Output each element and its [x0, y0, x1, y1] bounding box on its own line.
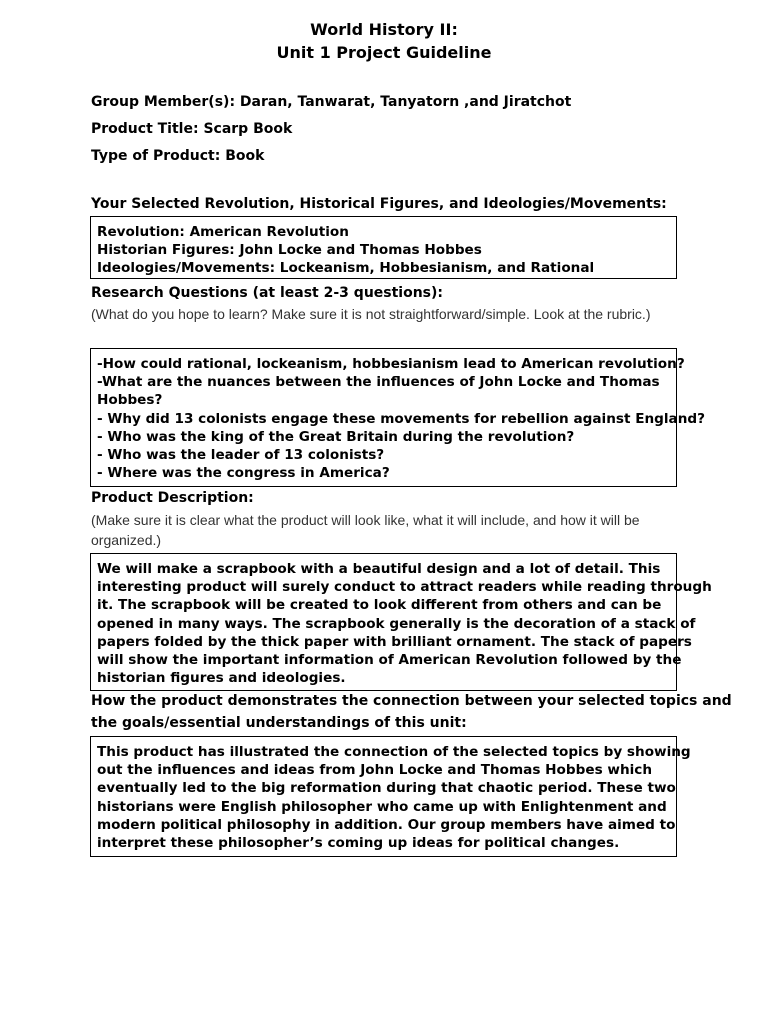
description-hint: (Make sure it is clear what the product will look like, what it will include, and how it will be organized.) — [91, 512, 640, 548]
description-line: it. The scrapbook will be created to look different from others and can be — [97, 597, 662, 614]
research-box — [90, 348, 706, 487]
document-title: World History II: — [310, 20, 458, 39]
description-heading: Product Description: — [91, 490, 254, 506]
product-title: Product Title: Scarp Book — [91, 121, 293, 137]
selection-line: Historian Figures: John Locke and Thomas Hobbes — [97, 242, 482, 259]
research-question: -What are the nuances between the influences of John Locke and Thomas — [97, 374, 660, 391]
research-question: -How could rational, lockeanism, hobbesianism lead to American revolution? — [97, 356, 685, 372]
description-box — [90, 553, 712, 691]
description-line: historian figures and ideologies. — [97, 670, 346, 687]
research-question: - Who was the king of the Great Britain during the revolution? — [97, 428, 575, 445]
connection-line: eventually led to the big reformation during that chaotic period. These two — [97, 780, 676, 797]
connection-line: interpret these philosopher’s coming up ideas for political changes. — [97, 835, 620, 852]
description-line: interesting product will surely conduct to attract readers while reading through — [97, 579, 712, 596]
connection-line: This product has illustrated the connection of the selected topics by showing — [97, 744, 691, 760]
research-question: Hobbes? — [97, 392, 163, 409]
connection-box — [90, 736, 691, 857]
description-line: opened in many ways. The scrapbook generally is the decoration of a stack of — [97, 615, 696, 632]
connection-line: modern political philosophy in addition. Our group members have aimed to — [97, 816, 676, 833]
group-members: Group Member(s): Daran, Tanwarat, Tanyatorn ,and Jiratchot — [91, 94, 572, 110]
research-question: - Why did 13 colonists engage these movements for rebellion against England? — [97, 410, 706, 427]
selection-line: Ideologies/Movements: Lockeanism, Hobbesianism, and Rational — [97, 260, 595, 277]
research-hint: (What do you hope to learn? Make sure it is not straightforward/simple. Look at the rubric.) — [91, 306, 651, 322]
selection-heading: Your Selected Revolution, Historical Figures, and Ideologies/Movements: — [91, 196, 667, 212]
description-line: papers folded by the thick paper with brilliant ornament. The stack of papers — [97, 633, 692, 650]
connection-heading-continued: the goals/essential understandings of this unit: — [91, 715, 467, 731]
document-subtitle: Unit 1 Project Guideline — [276, 43, 492, 62]
research-question: - Who was the leader of 13 colonists? — [97, 447, 385, 464]
research-question: - Where was the congress in America? — [97, 465, 390, 482]
description-line: will show the important information of American Revolution followed by the — [97, 652, 682, 669]
selection-box — [90, 216, 677, 279]
research-heading: Research Questions (at least 2-3 questions): — [91, 285, 444, 301]
connection-line: out the influences and ideas from John Locke and Thomas Hobbes which — [97, 762, 653, 779]
product-type: Type of Product: Book — [91, 148, 265, 164]
connection-heading: How the product demonstrates the connection between your selected topics and — [91, 693, 732, 709]
description-line: We will make a scrapbook with a beautiful design and a lot of detail. This — [97, 561, 661, 577]
connection-line: historians were English philosopher who came up with Enlightenment and — [97, 798, 667, 815]
selection-line: Revolution: American Revolution — [97, 224, 349, 240]
